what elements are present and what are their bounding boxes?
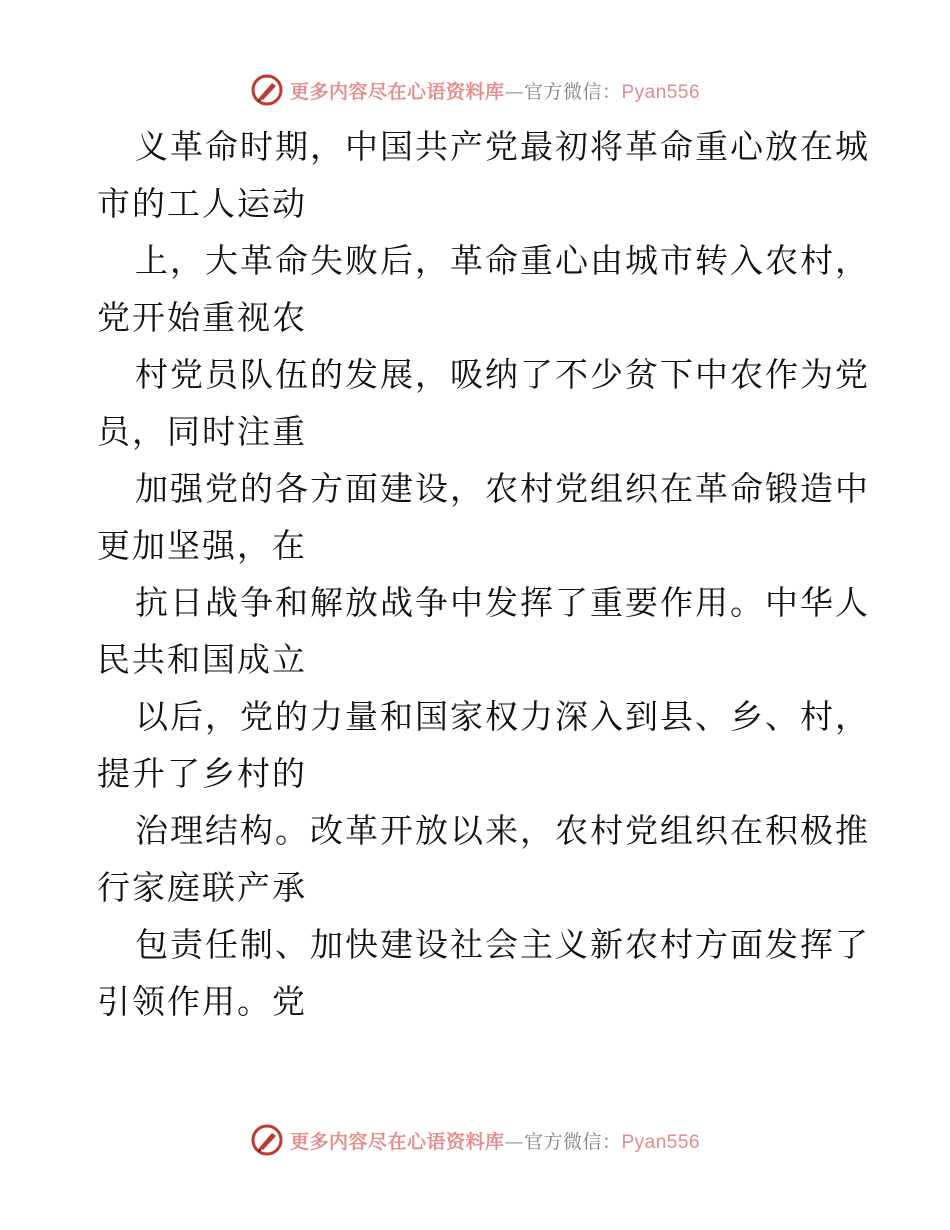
body-line: 员，同时注重: [97, 412, 307, 451]
body-line: 村党员队伍的发展，吸纳了不少贫下中农作为党: [135, 355, 870, 394]
watermark-text: 更多内容尽在心语资料库—官方微信：Pyan556: [289, 80, 701, 103]
body-line: 行家庭联产承: [97, 868, 307, 907]
body-line: 更加坚强，在: [97, 526, 307, 565]
circle-pen-logo-icon: [250, 73, 284, 107]
body-line: 提升了乡村的: [97, 754, 307, 793]
document-body: [97, 118, 870, 1030]
body-line: 引领作用。党: [97, 982, 307, 1021]
body-line: 以后，党的力量和国家权力深入到县、乡、村，: [135, 697, 870, 736]
body-line: 党开始重视农: [97, 298, 307, 337]
body-line: 抗日战争和解放战争中发挥了重要作用。中华人: [135, 583, 870, 622]
body-line: 民共和国成立: [97, 640, 307, 679]
body-line: 加强党的各方面建设，农村党组织在革命锻造中: [135, 469, 870, 508]
body-line: 义革命时期，中国共产党最初将革命重心放在城: [135, 127, 870, 166]
footer-watermark: [0, 1120, 950, 1160]
circle-pen-logo-icon: [250, 1123, 284, 1157]
body-line: 包责任制、加快建设社会主义新农村方面发挥了: [135, 925, 870, 964]
body-line: 市的工人运动: [97, 184, 307, 223]
body-line: 治理结构。改革开放以来，农村党组织在积极推: [135, 811, 870, 850]
header-watermark: [0, 70, 950, 110]
watermark-text: 更多内容尽在心语资料库—官方微信：Pyan556: [289, 1130, 701, 1153]
body-line: 上，大革命失败后，革命重心由城市转入农村，: [135, 241, 870, 280]
